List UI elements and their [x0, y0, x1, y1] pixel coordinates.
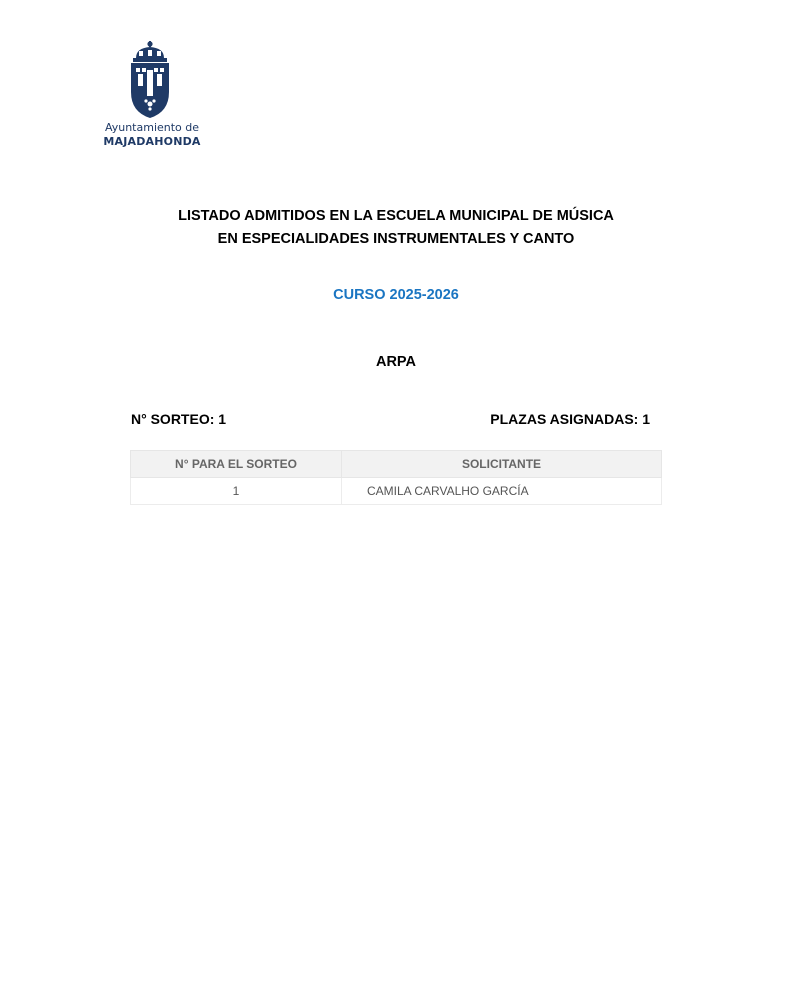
municipal-logo: [98, 40, 208, 152]
document-title-line2: EN ESPECIALIDADES INSTRUMENTALES Y CANTO: [217, 231, 575, 247]
draw-number: N° SORTEO: 1: [131, 411, 227, 427]
logo-line-majadahonda: MAJADAHONDA: [103, 135, 201, 148]
table-header-row: [131, 451, 662, 478]
course-year: CURSO 2025-2026: [333, 287, 459, 303]
row-applicant-name: CAMILA CARVALHO GARCÍA: [342, 478, 662, 505]
assigned-places: PLAZAS ASIGNADAS: 1: [490, 411, 650, 427]
column-header-applicant: SOLICITANTE: [342, 451, 662, 478]
specialty-heading: ARPA: [375, 354, 416, 370]
admitted-table: [130, 450, 662, 505]
table-row: [131, 478, 662, 505]
castle-crest-icon: [127, 40, 173, 120]
row-draw-number: 1: [131, 478, 342, 505]
document-title-line1: LISTADO ADMITIDOS EN LA ESCUELA MUNICIPAL DE MÚSICA: [178, 208, 614, 224]
column-header-number: N° PARA EL SORTEO: [131, 451, 342, 478]
logo-line-ayuntamiento: Ayuntamiento de: [104, 121, 200, 134]
